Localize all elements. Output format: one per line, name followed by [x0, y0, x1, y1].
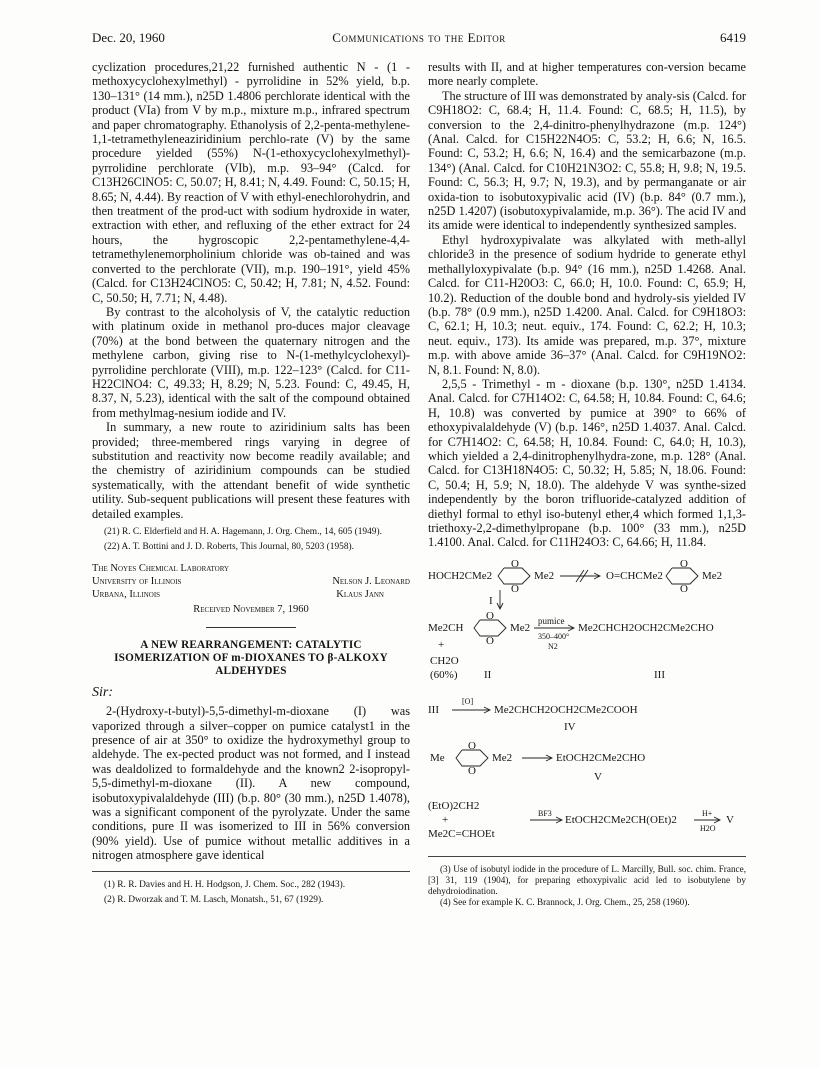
right-footnotes: [428, 864, 746, 908]
ring-oxygen: O: [511, 557, 519, 570]
structure-II-me2: Me2: [510, 621, 531, 634]
salutation: Sir:: [92, 684, 113, 700]
header-journal: Communications to the Editor: [332, 30, 506, 45]
acetal-intermediate: EtOCH2CMe2CH(OEt)2: [565, 813, 677, 826]
product-III-formula: Me2CHCH2OCH2CMe2CHO: [578, 621, 714, 634]
header-page-number: 6419: [720, 30, 746, 45]
yield-percent: (60%): [430, 668, 458, 681]
article-title-line-2: ISOMERIZATION OF m-DIOXANES TO β-ALKOXY: [114, 651, 388, 664]
condition-oxidation: [O]: [462, 696, 474, 706]
ring-oxygen: O: [511, 582, 519, 595]
structure-I-substituent: HOCH2CMe2: [428, 569, 493, 582]
header-date: Dec. 20, 1960: [92, 30, 165, 45]
footnote-4: (4) See for example K. C. Brannock, J. Org. Chem., 25, 258 (1960).: [440, 896, 690, 907]
university: University of Illinois: [92, 576, 182, 588]
received-date: Received November 7, 1960: [193, 604, 309, 616]
product-V-label: V: [726, 813, 734, 826]
condition-pumice: pumice: [538, 615, 565, 626]
paragraph: results with II, and at higher temperatures con-version became more nearly complete.: [428, 60, 746, 89]
paragraph: The structure of III was demonstrated by analy-sis (Calcd. for C9H18O2: C, 68.4; H, 11.4. Found: C, 68.5; H, 11.5), by conversion to the 2,4-dinitro-phenylhydrazone (m.p. 124°) (Anal. Calcd. for C15H22N4O5: C, 53.2; H, 6.6; N, 16.5. Found: C, 53.2; H, 6.6; N, 16.4) and the semicarbazone (m.p. 134°) (Anal. Calcd. for C10H21N3O2: C, 55.8; H, 9.8; N, 19.5. Found: C, 56.3; H, 9.7; N, 19.3), and by permanganate or air oxida-tion to isobutoxypivalic acid (IV) (b.p. 84° (0.7 mm.), n25D 1.4207) (isobutoxypivalamide, m.p. 36°). The acid IV and its amide were identical to independently synthesized samples.: [428, 88, 746, 233]
paragraph: 2,5,5 - Trimethyl - m - dioxane (b.p. 130°, n25D 1.4134. Anal. Calcd. for C7H14O2: C, 64.58; H, 10.84. Found: C, 64.6; H, 10.8) was converted by pumice at 390° to 66% of ethoxypivalaldehyde (V) (b.p. 146°, n25D 1.4037. Anal. Calcd. for C7H14O2: C, 64.58; H, 10.84. Found: C, 64.0; H, 10.3), which yielded a 2,4-dinitrophenylhydra-zone, m.p. 128° (Anal. Calcd. for C13H18N4O5: C, 50.32; H, 5.85; N, 18.06. Found: C, 50.4; H, 5.9; N, 18.0). The aldehyde V was synthe-sized independently by the boron trifluoride-catalyzed addition of diethyl formal to ethyl iso-butenyl ether,4 which formed 1,1,3-triethoxy-2,2-dimethylpropane (b.p. 100° (33 mm.), n25D 1.4100. Anal. Calcd. for C11H24O3: C, 64.66; H, 11.84.: [428, 376, 746, 550]
paragraph: In summary, a new route to aziridinium salts has been provided; three-membered rings varying in degree of substitution and reactivity now become readily available; and the chemistry of aziridinium compounds can be studied systematically, with the attendant benefit of wide synthetic utility. Sub-sequent publications will present these features with detailed examples.: [92, 420, 410, 521]
affiliation-block: [92, 562, 410, 601]
right-column: [428, 60, 746, 907]
compound-label-II: II: [484, 668, 492, 681]
condition-nitrogen: N2: [548, 641, 558, 651]
formaldehyde: CH2O: [430, 654, 459, 667]
reaction-scheme: [428, 557, 746, 907]
scheme-structure-lines: [428, 558, 746, 898]
plus-sign: +: [438, 638, 445, 651]
structure-II-substituent: Me2CH: [428, 621, 464, 634]
condition-temperature: 350–400°: [538, 631, 570, 641]
ethyl-isobutenyl-ether: Me2C=CHOEt: [428, 827, 495, 840]
compound-label-IV: IV: [564, 720, 576, 733]
ring-oxygen: O: [486, 634, 494, 647]
compound-label-I: I: [489, 594, 493, 607]
ring-oxygen: O: [680, 582, 688, 595]
ring-oxygen: O: [468, 739, 476, 752]
condition-bf3: BF3: [538, 808, 552, 818]
paragraph: 2-(Hydroxy-t-butyl)-5,5-dimethyl-m-dioxane (I) was vaporized through a silver–copper on pumice catalyst1 in the presence of air at 350° to oxidize the hydroxymethyl group to aldehyde. The ex-pected product was not formed, and I instead was dealdolized to formaldehyde and the known2 2-isopropyl-5,5-dimethyl-m-dioxane (II). A new compound, isobutoxypivalaldehyde (III) (b.p. 80° (30 mm.), n25D 1.4078), was a significant component of the pyrolyzate. Under the same conditions, pure II was isomerized to III in 56% conversion (90% yield). Use of pumice without metallic additives in a nitrogen atmosphere gave identical: [92, 704, 410, 863]
footnote-1: (1) R. R. Davies and H. H. Hodgson, J. Chem. Soc., 282 (1943).: [104, 879, 346, 890]
author-1: Nelson J. Leonard: [332, 576, 410, 588]
condition-water: H2O: [700, 823, 716, 833]
diethyl-formal: (EtO)2CH2: [428, 799, 480, 812]
paragraph: cyclization procedures,21,22 furnished authentic N - (1 - methoxycyclohexylmethyl) - pyrrolidine in 52% yield, b.p. 130–131° (14 mm.), n25D 1.4806 perchlorate identical with the product (VIa) from V by m.p., mixture m.p., infrared spectrum and paper chromatography. Ethanolysis of 2,2-penta-methylene-1,1-tetramethyleneaziridinium perchlo-rate (V) by the same procedure yielded (55%) N-(1-ethoxycyclohexylmethyl)-pyrrolidine perchlorate (VIb), m.p. 93–94° (Calcd. for C13H26ClNO5: C, 50.07; H, 8.41; N, 4.49. Found: C, 50.15; H, 8.65; N, 4.44). By reaction of V with ethyl-enechlorohydrin, and then treatment of the prod-uct with sodium hydroxide in water, extraction with ether, and refluxing of the ether extract for 24 hours, the hygroscopic 2,2-pentamethylene-4,4-tetramethylenemorpholinium chloride was ob-tained and was converted to the perchlorate (VII), m.p. 190–191°, yield 45% (Calcd. for C13H24ClNO5: C, 50.42; H, 7.81; N, 4.52. Found: C, 50.50; H, 7.71; N, 4.48).: [92, 60, 410, 305]
left-column: [92, 60, 410, 906]
ring-oxygen: O: [468, 764, 476, 777]
footnote-3: (3) Use of isobutyl iodide in the procedure of L. Marcilly, Bull. soc. chim. France, [3] 31, 119 (1904), for preparing ethoxypivalic acid led to isobutylene by dehydroiodination.: [428, 863, 746, 896]
structure-methyl: Me: [430, 751, 445, 764]
author-2: Klaus Jann: [336, 589, 384, 601]
article-title-line-3: ALDEHYDES: [215, 664, 287, 677]
article-title-line-1: A NEW REARRANGEMENT: CATALYTIC: [140, 638, 362, 651]
footnote-2: (2) R. Dworzak and T. M. Lasch, Monatsh., 51, 67 (1929).: [104, 894, 324, 905]
paragraph: Ethyl hydroxypivalate was alkylated with meth-allyl chloride3 in the presence of sodium hydride to generate ethyl methallyloxypivalate (b.p. 94° (16 mm.), n25D 1.4268. Anal. Calcd. for C11-H20O3: C, 66.0; H, 10.0. Found: C, 65.9; H, 10.2). Reduction of the double bond and hydroly-sis yielded IV (b.p. 78° (0.9 mm.), n25D 1.4200. Anal. Calcd. for C9H18O3: C, 62.1; H, 10.3; neut. equiv., 174. Found: C, 62.2; H, 10.3; neut. equiv., 173). Its amide was prepared, m.p. 37°, mixture m.p. with above amide 36–37° (Anal. Calcd. for C9H19NO2: N, 8.1. Found: N, 8.0).: [428, 232, 746, 377]
divider: [206, 627, 296, 628]
lab-name: The Noyes Chemical Laboratory: [92, 563, 230, 575]
condition-acid: H+: [702, 808, 713, 818]
footnote-divider: [428, 856, 746, 857]
aldehyde-me2: Me2: [702, 569, 723, 582]
page-header: [92, 30, 746, 50]
compound-label-V: V: [594, 770, 602, 783]
ring-oxygen: O: [486, 609, 494, 622]
product-IV-formula: Me2CHCH2OCH2CMe2COOH: [494, 703, 638, 716]
reactant-III: III: [428, 703, 439, 716]
footnote-22: (22) A. T. Bottini and J. D. Roberts, This Journal, 80, 5203 (1958).: [104, 542, 354, 553]
plus-sign: +: [442, 813, 449, 826]
ring-oxygen: O: [680, 557, 688, 570]
aldehyde-substituent: O=CHCMe2: [606, 569, 663, 582]
structure-me2: Me2: [492, 751, 513, 764]
product-V-formula: EtOCH2CMe2CHO: [556, 751, 646, 764]
footnote-divider: [92, 871, 410, 872]
structure-I-me2: Me2: [534, 569, 555, 582]
footnote-21: (21) R. C. Elderfield and H. A. Hagemann, J. Org. Chem., 14, 605 (1949).: [104, 527, 382, 537]
city: Urbana, Illinois: [92, 589, 161, 601]
compound-label-III: III: [654, 668, 665, 681]
paragraph: By contrast to the alcoholysis of V, the catalytic reduction with platinum oxide in methanol pro-duces major cleavage (70%) at the bond between the quaternary nitrogen and the methylene carbon, giving rise to N-(1-methylcyclohexyl)-pyrrolidine perchlorate (VIII), m.p. 122–123° (Calcd. for C11-H22ClNO4: C, 49.33; H, 8.29; N, 5.23. Found: C, 49.45, H, 8.37, N, 5.23), identical with the salt of the compound obtained from methylmag-nesium iodide and IV.: [92, 304, 410, 420]
